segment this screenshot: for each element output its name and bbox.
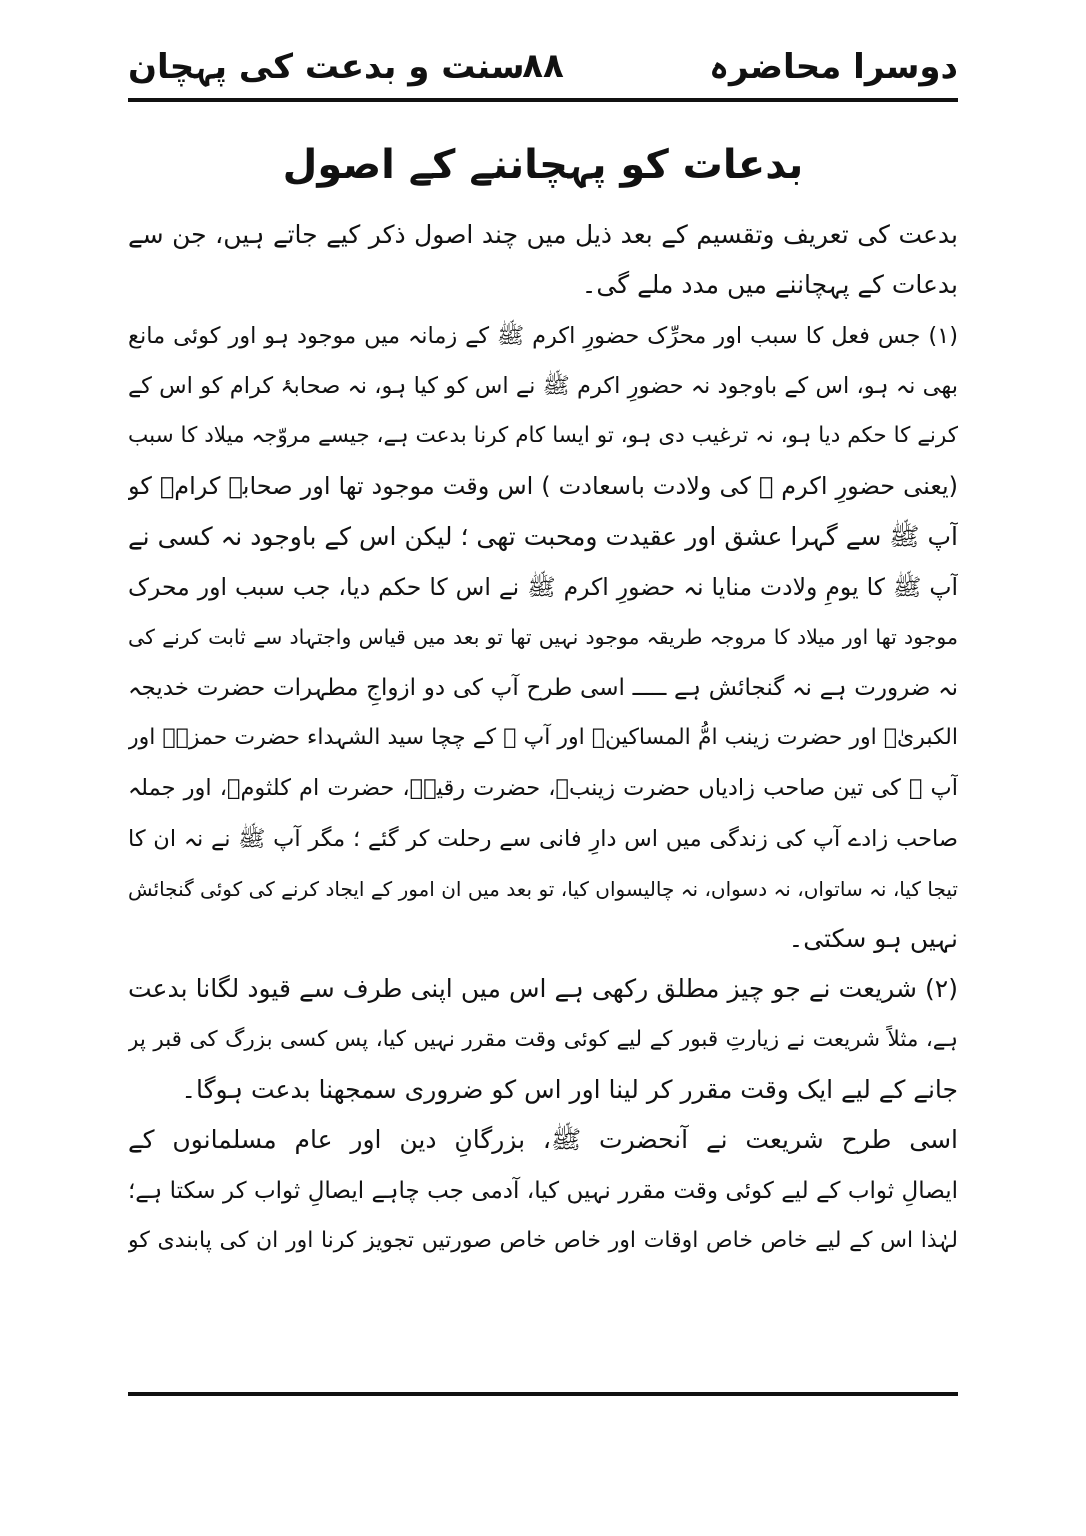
footer-divider xyxy=(128,1392,958,1396)
text-line: الکبریٰؓ اور حضرت زینب امُّ المساکینؓ اور آپ ﷺ کے چچا سید الشہداء حضرت حمزہؓ اور xyxy=(128,724,958,750)
text-line: بدعات کے پہچاننے میں مدد ملے گی۔ xyxy=(581,270,958,300)
text-line: موجود تھا اور میلاد کا مروجہ طریقہ موجود نہیں تھا تو بعد میں قیاس واجتہاد سے ثابت کرنے کی xyxy=(128,625,958,650)
text-line: (یعنی حضورِ اکرم ﷺ کی ولادت باسعادت ) اس وقت موجود تھا اور صحابۂ کرامؓ کو xyxy=(128,472,958,501)
page-number: ۸۸ xyxy=(522,46,564,86)
text-line: آپ ﷺ کا یومِ ولادت منایا نہ حضورِ اکرم ﷺ نے اس کا حکم دیا، جب سبب اور محرک xyxy=(128,573,958,602)
text-line: بھی نہ ہو، اس کے باوجود نہ حضورِ اکرم ﷺ نے اس کو کیا ہو، نہ صحابۂ کرام کو اس کے xyxy=(128,372,958,399)
chapter-heading: دوسرا محاضرہ xyxy=(709,47,958,87)
book-title: سنت و بدعت کی پہچان xyxy=(128,47,525,87)
text-line: (۲) شریعت نے جو چیز مطلق رکھی ہے اس میں اپنی طرف سے قیود لگانا بدعت xyxy=(128,974,958,1004)
text-line: ایصالِ ثواب کے لیے کوئی وقت مقرر نہیں کیا، آدمی جب چاہے ایصالِ ثواب کر سکتا ہے؛ xyxy=(128,1177,958,1204)
text-line: لہٰذا اس کے لیے خاص خاص اوقات اور خاص خاص صورتیں تجویز کرنا اور ان کی پابندی کو xyxy=(128,1227,958,1253)
body-text xyxy=(128,210,958,1266)
header-divider xyxy=(128,98,958,102)
text-line: نہ ضرورت ہے نہ گنجائش ہے ـــــ اسی طرح آپ کی دو ازواجِ مطہرات حضرت خدیجہ xyxy=(128,674,958,701)
text-line: آپ ﷺ کی تین صاحب زادیاں حضرت زینبؓ، حضرت رقیہؓ، حضرت ام کلثومؓ، اور جملہ xyxy=(128,775,958,802)
page-header xyxy=(128,46,958,100)
text-line: آپ ﷺ سے گہرا عشق اور عقیدت ومحبت تھی ؛ لیکن اس کے باوجود نہ کسی نے xyxy=(128,521,958,551)
text-line: نہیں ہو سکتی۔ xyxy=(788,924,958,954)
text-line: بدعت کی تعریف وتقسیم کے بعد ذیل میں چند اصول ذکر کیے جاتے ہیں، جن سے xyxy=(128,220,958,249)
text-line: (۱) جس فعل کا سبب اور محرِّک حضورِ اکرم ﷺ کے زمانہ میں موجود ہو اور کوئی مانع xyxy=(128,322,958,349)
text-line: اسی طرح شریعت نے آنحضرت ﷺ، بزرگانِ دین اور عام مسلمانوں کے xyxy=(128,1125,958,1155)
text-line: تیجا کیا، نہ ساتواں، نہ دسواں، نہ چالیسواں کیا، تو بعد میں ان امور کے ایجاد کرنے کی کوئی گنجائش xyxy=(128,876,958,901)
text-line: کرنے کا حکم دیا ہو، نہ ترغیب دی ہو، تو ایسا کام کرنا بدعت ہے، جیسے مروّجہ میلاد کا سبب xyxy=(128,423,958,449)
section-title: بدعات کو پہچاننے کے اصول xyxy=(282,142,804,188)
text-line: ہے، مثلاً شریعت نے زیارتِ قبور کے لیے کوئی وقت مقرر نہیں کیا، پس کسی بزرگ کی قبر پر xyxy=(128,1026,958,1052)
text-line: صاحب زادے آپ کی زندگی میں اس دارِ فانی سے رحلت کر گئے ؛ مگر آپ ﷺ نے نہ ان کا xyxy=(128,825,958,852)
text-line: جانے کے لیے ایک وقت مقرر کر لینا اور اس کو ضروری سمجھنا بدعت ہوگا۔ xyxy=(181,1075,958,1105)
